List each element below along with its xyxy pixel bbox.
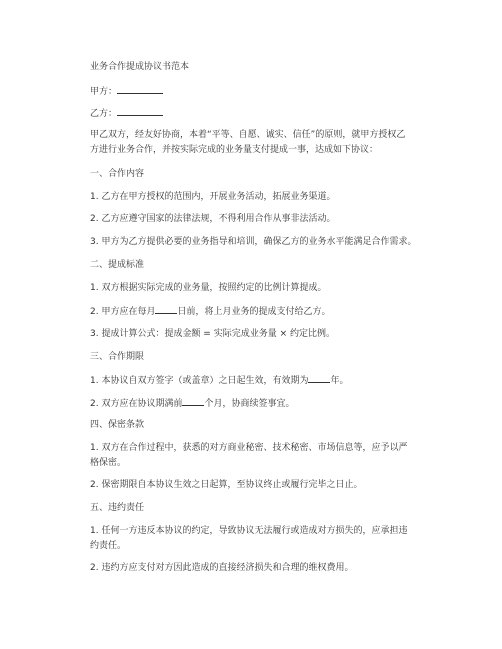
section-4-item-1-line-2: 格保密。 [90, 458, 127, 468]
section-5-item-1-line-1: 1. 任何一方违反本协议的约定，导致协议无法履行或造成对方损失的，应承担违 [90, 526, 408, 536]
section-1-item-1: 1. 乙方在甲方授权的范围内，开展业务活动，拓展业务渠道。 [90, 192, 336, 202]
section-5-item-2: 2. 违约方应支付对方因此造成的直接经济损失和合理的维权费用。 [90, 563, 354, 573]
party-a-line [90, 84, 163, 99]
section-3-item-2-part-b: 个月，协商续签事宜。 [204, 399, 295, 409]
section-3-item-1 [90, 373, 348, 388]
section-1-item-2: 2. 乙方应遵守国家的法律法规，不得利用合作从事非法活动。 [90, 214, 336, 224]
section-3-item-2-part-a: 2. 双方应在协议期满前 [90, 399, 183, 409]
party-b-line [90, 106, 163, 121]
party-a-label: 甲方： [90, 87, 118, 97]
section-1-title: 一、合作内容 [90, 169, 145, 179]
section-2-item-2-part-b: 日前，将上月业务的提成支付给乙方。 [177, 307, 331, 317]
section-4-item-1-line-1: 1. 双方在合作过程中，获悉的对方商业秘密、技术秘密、市场信息等，应予以严 [90, 443, 408, 453]
renewal-months-blank [182, 396, 204, 406]
party-b-label: 乙方： [90, 109, 118, 119]
section-4-title: 四、保密条款 [90, 420, 145, 430]
section-5-title: 五、违约责任 [90, 503, 145, 513]
intro-line-2: 方进行业务合作，并按实际完成的业务量支付提成一事，达成如下协议： [90, 145, 379, 155]
section-5-item-1-line-2: 约责任。 [90, 541, 127, 551]
section-2-title: 二、提成标准 [90, 260, 145, 270]
section-4-item-2: 2. 保密期限自本协议生效之日起算，至协议终止或履行完毕之日止。 [90, 480, 363, 490]
document-title: 业务合作提成协议书范本 [90, 62, 190, 72]
section-2-item-2-part-a: 2. 甲方应在每月 [90, 307, 156, 317]
party-b-blank [117, 106, 163, 116]
section-2-item-3: 3. 提成计算公式：提成金额 = 实际完成业务量 × 约定比例。 [90, 329, 335, 339]
intro-line-1: 甲乙双方，经友好协商，本着“平等、自愿、诚实、信任”的原则，就甲方授权乙 [90, 130, 406, 140]
section-3-title: 三、合作期限 [90, 352, 145, 362]
section-3-item-1-part-b: 年。 [330, 376, 349, 386]
section-1-item-3: 3. 甲方为乙方提供必要的业务指导和培训，确保乙方的业务水平能满足合作需求。 [90, 237, 417, 247]
section-3-item-1-part-a: 1. 本协议自双方签字（或盖章）之日起生效，有效期为 [90, 376, 309, 386]
section-3-item-2 [90, 396, 294, 411]
party-a-blank [117, 84, 163, 94]
validity-years-blank [308, 373, 330, 383]
section-2-item-1: 1. 双方根据实际完成的业务量，按照约定的比例计算提成。 [90, 283, 327, 293]
payment-day-blank [155, 304, 177, 314]
section-2-item-2 [90, 304, 330, 319]
